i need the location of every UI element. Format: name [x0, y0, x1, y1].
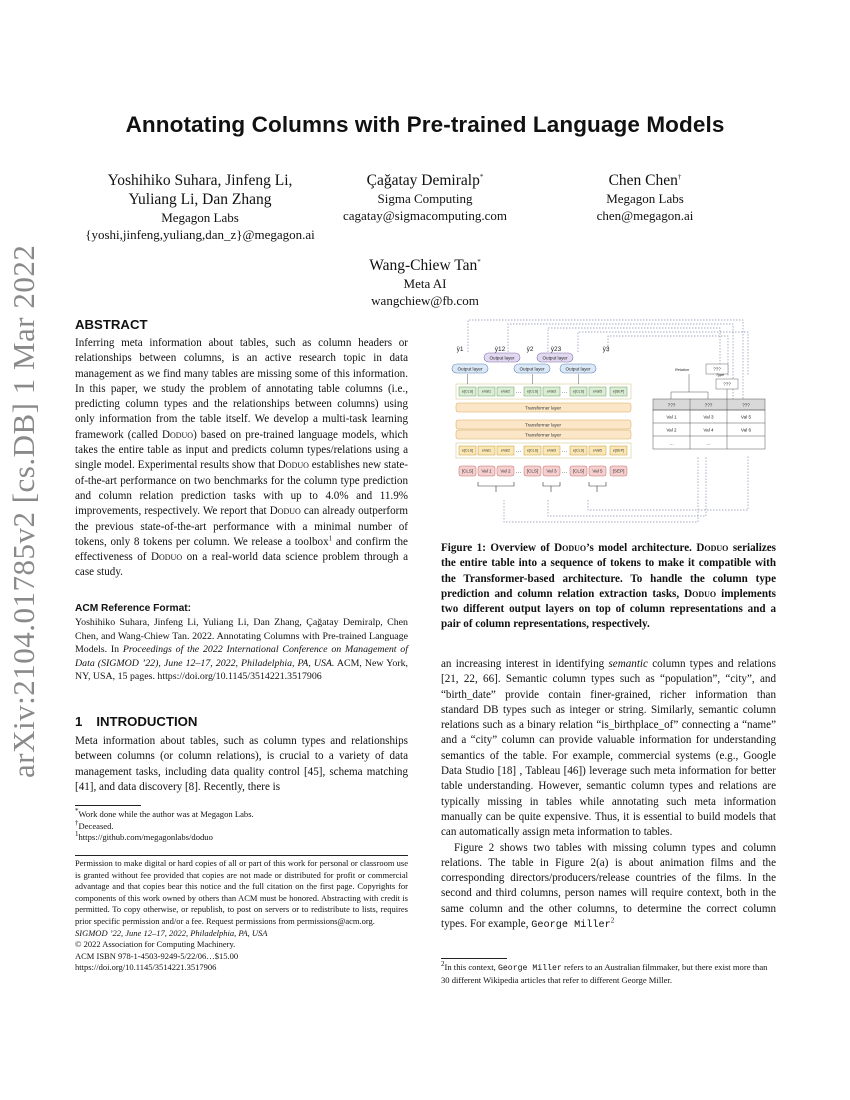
author-email: {yoshi,jinfeng,yuliang,dan_z}@megagon.ai: [85, 227, 315, 242]
output-y3: ŷ3: [602, 346, 610, 353]
permission-block: [75, 858, 408, 974]
embed-label: e[CLS]: [573, 448, 584, 453]
type-qqq: ???: [723, 381, 731, 387]
abstract-text: Inferring meta information about tables, such as column headers or relationships between columns, is an active research topic in data management as we find many tables are missing some of this information. In this paper, we study the problem of annotating table columns (i.e., predicting column types and the relationships between columns) using only information from the table itself. We develop a multi-task learning framework (called Doduo) based on pre-trained language models, which takes the entire table as input and predicts column types/relations using a single model. Experimental results show that Doduo establishes new state-of-the-art performance on two benchmarks for the column type prediction and column relation prediction tasks with up to 4.0% and 11.9% improvements, respectively. We report that Doduo can already outperform the previous state-of-the-art performance with a minimal number of tokens, only 8 tokens per column. We release a toolbox$^1$ and confirm the effectiveness of Doduo on a real-world data science problem through a case study.: [75, 337, 408, 579]
embed-label: eVal5: [593, 389, 602, 394]
output-layer-label: Output layer: [489, 355, 515, 361]
footnote-rule-right: [441, 958, 507, 959]
footnotes: *Work done while the author was at Megagon Labs. †Deceased. $^1$https://github.com/megagonlabs/doduo: [75, 807, 254, 842]
input-token: [CLS]: [572, 468, 585, 474]
acm-ref-text: Yoshihiko Suhara, Jinfeng Li, Yuliang Li, Dan Zhang, Çağatay Demiralp, Chen Chen, and Wang-Chiew Tan. 2022. Annotating Columns with Pre-trained Language Models. In Proceedings of the 2022 International Conference on Management of Data (SIGMOD ’22), June 12–17, 2022, Philadelphia, PA, USA. ACM, New York, NY, USA, 15 pages. https://doi.org/10.1145/3514221.3517906: [75, 617, 408, 682]
table-cell: Val 2: [666, 427, 677, 433]
input-token: Val 5: [592, 468, 603, 474]
table-cell: Val 6: [740, 427, 752, 433]
author-email: wangchiew@fb.com: [371, 293, 479, 308]
author-block-4: [325, 256, 525, 309]
input-token: [CLS]: [526, 468, 539, 474]
ellipsis: …: [515, 389, 522, 395]
author-affiliation: Megagon Labs: [161, 210, 239, 225]
input-token: Val 2: [500, 468, 511, 474]
transformer-layer-label: Transformer layer: [524, 432, 562, 438]
author-names-line1: Yoshihiko Suhara, Jinfeng Li,: [107, 172, 293, 189]
author-name: Wang-Chiew Tan: [369, 257, 478, 274]
output-y23: ŷ23: [550, 346, 562, 353]
table-cell: …: [706, 440, 711, 446]
embed-label: e[SEP]: [612, 389, 625, 394]
embed-label: eVal2: [501, 448, 510, 453]
output-y2: ŷ2: [526, 346, 534, 353]
input-token: Val 3: [546, 468, 557, 474]
footnote-rule: [75, 805, 141, 806]
footnote-2: $^2$In this context, George Miller refers to an Australian filmmaker, but there exist more than 30 different Wikipedia articles that refer to different George Miller.: [441, 960, 768, 985]
relation-label: Relation: [675, 368, 689, 372]
intro-text: Meta information about tables, such as column types and relationships between columns (or column relations), is crucial to a variety of data management tasks, including data quality control [45], schema matching [41], and data discovery [8]. Recently, there is: [75, 735, 408, 793]
ellipsis: …: [515, 469, 522, 475]
isbn-line: ACM ISBN 978-1-4503-9249-5/22/06…$15.00: [75, 950, 239, 961]
embed-label: e[CLS]: [527, 448, 538, 453]
intro-heading: 1 INTRODUCTION: [75, 714, 198, 729]
permission-rule: [75, 855, 408, 856]
table-header-cell: ???: [742, 402, 750, 408]
table-header-cell: ???: [704, 402, 713, 408]
table-cell: Val 5: [740, 414, 752, 420]
transformer-layer-label: Transformer layer: [524, 422, 562, 428]
embed-label: eVal5: [593, 448, 602, 453]
transformer-layer-label: Transformer layer: [524, 405, 562, 411]
paper-title: Annotating Columns with Pre-trained Language Models: [125, 112, 725, 137]
doi-line: https://doi.org/10.1145/3514221.3517906: [75, 962, 217, 973]
embed-label: eVal2: [501, 389, 510, 394]
output-layer-label: Output layer: [542, 355, 568, 361]
author-block-3: [560, 171, 730, 224]
embed-label: eVal1: [482, 448, 491, 453]
table-cell: Val 4: [703, 427, 714, 433]
author-affiliation: Sigma Computing: [377, 191, 473, 206]
author-mark: *: [479, 172, 484, 181]
table-cell: …: [669, 440, 674, 446]
embed-label: e[CLS]: [573, 389, 584, 394]
embed-label: eVal3: [547, 448, 556, 453]
intro-text-cont: an increasing interest in identifying semantic column types and relations [21, 22, 66]. Semantic column types such as “population”, “city”, and “birth_date” provide contain finer-grained, richer information than standard DB types such as integer or string. Similarly, semantic column relations such as a binary relation “is_birthplace_of” connecting a “name” and a “city” column can provide valuable information for understanding semantics of the table. For example, commercial systems (e.g., Google Data Studio [18] , Tableau [46]) leverage such meta information for better table understanding. However, semantic column types and relations are typically missing in tables while annotating such meta information manually can be quite expensive. Thus, it is essential to build models that can automatically assign meta information to tables. Figure 2 shows two tables with missing column types and column relations. The table in Figure 2(a) is about animation films and the corresponding directors/producers/release countries of the films. In the second and third columns, person names will require context, both in the same column and the other columns, to determine the correct column types. For example, George Miller$^2$: [441, 658, 776, 932]
embed-label: e[CLS]: [527, 389, 538, 394]
table-cell: Val 3: [703, 414, 714, 420]
ellipsis: …: [561, 448, 568, 454]
embed-label: e[SEP]: [612, 448, 625, 453]
output-y12: ŷ12: [494, 346, 506, 353]
input-token: [SEP]: [612, 468, 625, 474]
author-mark: *: [477, 257, 481, 266]
abstract-heading: ABSTRACT: [75, 317, 148, 332]
ellipsis: …: [515, 448, 522, 454]
acm-ref-heading: ACM Reference Format:: [75, 603, 192, 614]
relation-qqq: ???: [713, 366, 721, 372]
embed-label: eVal3: [547, 389, 556, 394]
output-layer-label: Output layer: [457, 366, 483, 372]
table-cell: Val 1: [666, 414, 677, 420]
embed-label: e[CLS]: [462, 389, 473, 394]
author-mark: †: [677, 172, 682, 181]
type-label: Type: [715, 373, 725, 377]
output-layer-label: Output layer: [519, 366, 545, 372]
output-y1: ŷ1: [456, 346, 464, 353]
arxiv-sidebar: arXiv:2104.01785v2 [cs.DB] 1 Mar 2022: [6, 244, 41, 778]
author-block-1: [75, 171, 325, 243]
author-name: Çağatay Demiralp: [366, 172, 480, 189]
model-architecture-figure: [448, 316, 778, 530]
conference-line: SIGMOD ’22, June 12–17, 2022, Philadelphia, PA, USA: [75, 927, 268, 938]
embed-label: eVal1: [482, 389, 491, 394]
author-email: cagatay@sigmacomputing.com: [343, 208, 507, 223]
copyright-line: © 2022 Association for Computing Machinery.: [75, 939, 236, 950]
author-email: chen@megagon.ai: [596, 208, 694, 223]
author-affiliation: Megagon Labs: [606, 191, 684, 206]
ellipsis: …: [561, 469, 568, 475]
author-name: Chen Chen: [608, 172, 678, 189]
author-names-line2: Yuliang Li, Dan Zhang: [128, 191, 272, 208]
output-layer-label: Output layer: [565, 366, 591, 372]
ellipsis: …: [561, 389, 568, 395]
figure-caption: Figure 1: Overview of Doduo’s model architecture. Doduo serializes the entire table into a sequence of tokens to make it compatible with the Transformer-based architecture. To handle the column type prediction and column relation extraction tasks, Doduo implements two different output layers on top of column representations and a pair of column representations, respectively.: [441, 542, 776, 631]
embed-label: e[CLS]: [462, 448, 473, 453]
author-block-2: [325, 171, 525, 224]
author-affiliation: Meta AI: [403, 276, 447, 291]
permission-text: Permission to make digital or hard copies of all or part of this work for personal or classroom use is granted without fee provided that copies are not made or distributed for profit or commercial advantage and that copies bear this notice and the full citation on the first page. Copyrights for components of this work owned by others than ACM must be honored. Abstracting with credit is permitted. To copy otherwise, or republish, to post on servers or to redistribute to lists, requires prior specific permission and/or a fee. Request permissions from permissions@acm.org.: [75, 858, 408, 926]
input-token: [CLS]: [461, 468, 474, 474]
table-header-cell: ???: [667, 402, 676, 408]
input-token: Val 1: [481, 468, 492, 474]
